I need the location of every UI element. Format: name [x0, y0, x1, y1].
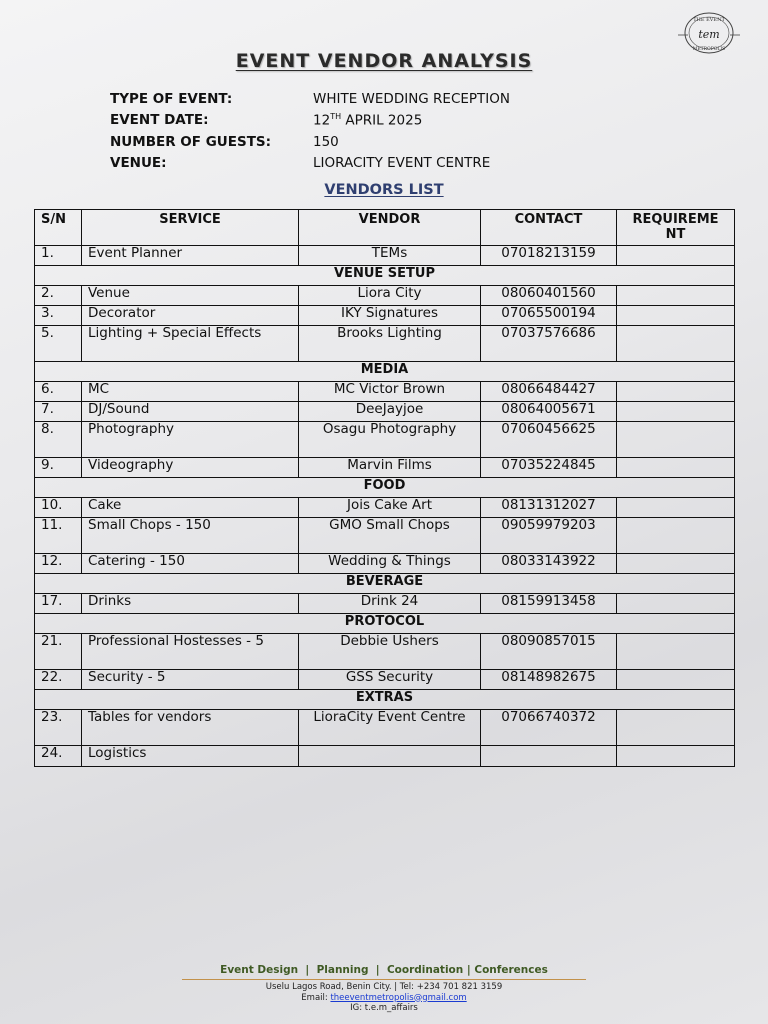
cell-vendor: LioraCity Event Centre: [299, 710, 481, 746]
cell-requirement: [617, 518, 735, 554]
col-header-vendor: VENDOR: [299, 210, 481, 246]
cell-vendor: TEMs: [299, 246, 481, 266]
info-row-venue: [110, 153, 670, 175]
logo-text-top: THE EVENT: [693, 17, 725, 23]
table-row: [35, 306, 735, 326]
info-row-date: [110, 110, 670, 132]
cell-vendor: DeeJayjoe: [299, 402, 481, 422]
cell-contact: 09059979203: [481, 518, 617, 554]
cell-contact: 08064005671: [481, 402, 617, 422]
section-row: [35, 614, 735, 634]
info-label: TYPE OF EVENT:: [110, 90, 233, 107]
event-info: [110, 88, 670, 174]
cell-contact: 08131312027: [481, 498, 617, 518]
info-label: EVENT DATE:: [110, 112, 209, 129]
footer: [0, 964, 768, 1014]
table-row: [35, 458, 735, 478]
cell-contact: 07060456625: [481, 422, 617, 458]
cell-requirement: [617, 670, 735, 690]
cell-sn: 23.: [35, 710, 82, 746]
cell-service: Catering - 150: [82, 554, 299, 574]
table-row: [35, 326, 735, 362]
cell-vendor: Brooks Lighting: [299, 326, 481, 362]
cell-vendor: Marvin Films: [299, 458, 481, 478]
cell-contact: 08066484427: [481, 382, 617, 402]
footer-tagline: Event Design | Planning | Coordination | Conferences: [220, 964, 548, 976]
table-row: [35, 498, 735, 518]
info-value: [313, 112, 422, 129]
vendors-table-body: [35, 246, 735, 767]
section-row: [35, 478, 735, 498]
table-row: [35, 286, 735, 306]
cell-contact: [481, 746, 617, 767]
cell-requirement: [617, 422, 735, 458]
vendors-heading: VENDORS LIST: [324, 182, 444, 198]
cell-contact: 07037576686: [481, 326, 617, 362]
table-row: [35, 594, 735, 614]
cell-sn: 10.: [35, 498, 82, 518]
cell-service: Cake: [82, 498, 299, 518]
cell-service: Decorator: [82, 306, 299, 326]
cell-requirement: [617, 402, 735, 422]
table-row: [35, 746, 735, 767]
info-row-type: [110, 88, 670, 110]
cell-service: MC: [82, 382, 299, 402]
cell-contact: 08033143922: [481, 554, 617, 574]
vendors-table: [34, 209, 735, 767]
table-row: [35, 518, 735, 554]
cell-requirement: [617, 246, 735, 266]
cell-contact: 07018213159: [481, 246, 617, 266]
cell-requirement: [617, 554, 735, 574]
cell-service: Professional Hostesses - 5: [82, 634, 299, 670]
logo-text-bottom: METROPOLIS: [692, 47, 726, 52]
cell-requirement: [617, 286, 735, 306]
cell-service: DJ/Sound: [82, 402, 299, 422]
cell-sn: 1.: [35, 246, 82, 266]
cell-service: Event Planner: [82, 246, 299, 266]
footer-address: Uselu Lagos Road, Benin City. | Tel: +234 701 821 3159: [265, 982, 503, 992]
info-value: LIORACITY EVENT CENTRE: [313, 155, 491, 172]
cell-sn: 8.: [35, 422, 82, 458]
info-value: WHITE WEDDING RECEPTION: [313, 90, 511, 107]
info-value: 150: [313, 133, 339, 150]
cell-service: Videography: [82, 458, 299, 478]
cell-requirement: [617, 746, 735, 767]
cell-requirement: [617, 382, 735, 402]
section-label: EXTRAS: [35, 690, 735, 710]
cell-contact: 08090857015: [481, 634, 617, 670]
cell-sn: 2.: [35, 286, 82, 306]
cell-vendor: GMO Small Chops: [299, 518, 481, 554]
table-row: [35, 422, 735, 458]
section-label: VENUE SETUP: [35, 266, 735, 286]
cell-sn: 11.: [35, 518, 82, 554]
cell-sn: 22.: [35, 670, 82, 690]
footer-instagram: IG: t.e.m_affairs: [350, 1003, 418, 1013]
date-rest: APRIL 2025: [341, 112, 423, 129]
table-row: [35, 710, 735, 746]
table-row: [35, 382, 735, 402]
section-row: [35, 266, 735, 286]
table-header-row: [35, 210, 735, 246]
cell-sn: 24.: [35, 746, 82, 767]
cell-requirement: [617, 594, 735, 614]
section-row: [35, 690, 735, 710]
footer-email-link[interactable]: theeventmetropolis@gmail.com: [330, 992, 467, 1003]
table-row: [35, 554, 735, 574]
table-row: [35, 246, 735, 266]
cell-contact: 08159913458: [481, 594, 617, 614]
cell-service: Security - 5: [82, 670, 299, 690]
col-header-contact: CONTACT: [481, 210, 617, 246]
cell-vendor: Jois Cake Art: [299, 498, 481, 518]
footer-divider: [182, 979, 586, 980]
cell-vendor: Drink 24: [299, 594, 481, 614]
cell-service: Lighting + Special Effects: [82, 326, 299, 362]
table-row: [35, 634, 735, 670]
cell-vendor: Wedding & Things: [299, 554, 481, 574]
cell-requirement: [617, 306, 735, 326]
info-row-guests: [110, 131, 670, 153]
date-day: 12: [313, 112, 331, 129]
cell-service: Logistics: [82, 746, 299, 767]
cell-contact: 08060401560: [481, 286, 617, 306]
footer-email-line: [0, 993, 768, 1004]
section-row: [35, 362, 735, 382]
cell-sn: 3.: [35, 306, 82, 326]
cell-contact: 07065500194: [481, 306, 617, 326]
cell-service: Tables for vendors: [82, 710, 299, 746]
cell-contact: 07066740372: [481, 710, 617, 746]
cell-contact: 08148982675: [481, 670, 617, 690]
cell-requirement: [617, 710, 735, 746]
section-label: FOOD: [35, 478, 735, 498]
cell-vendor: [299, 746, 481, 767]
table-row: [35, 670, 735, 690]
cell-service: Photography: [82, 422, 299, 458]
cell-requirement: [617, 458, 735, 478]
cell-vendor: Osagu Photography: [299, 422, 481, 458]
cell-vendor: IKY Signatures: [299, 306, 481, 326]
table-row: [35, 402, 735, 422]
footer-email-label: Email:: [301, 992, 331, 1003]
cell-service: Drinks: [82, 594, 299, 614]
cell-requirement: [617, 634, 735, 670]
cell-requirement: [617, 326, 735, 362]
cell-sn: 17.: [35, 594, 82, 614]
info-label: NUMBER OF GUESTS:: [110, 133, 272, 150]
section-label: BEVERAGE: [35, 574, 735, 594]
cell-requirement: [617, 498, 735, 518]
cell-vendor: Debbie Ushers: [299, 634, 481, 670]
cell-vendor: GSS Security: [299, 670, 481, 690]
info-label: VENUE:: [110, 155, 167, 172]
cell-sn: 9.: [35, 458, 82, 478]
cell-sn: 5.: [35, 326, 82, 362]
col-header-service: SERVICE: [82, 210, 299, 246]
cell-service: Venue: [82, 286, 299, 306]
cell-sn: 21.: [35, 634, 82, 670]
page-title: EVENT VENDOR ANALYSIS: [235, 50, 533, 72]
cell-sn: 12.: [35, 554, 82, 574]
cell-service: Small Chops - 150: [82, 518, 299, 554]
logo-text-mid: tem: [698, 28, 720, 41]
col-header-sn: S/N: [35, 210, 82, 246]
cell-sn: 7.: [35, 402, 82, 422]
cell-sn: 6.: [35, 382, 82, 402]
cell-contact: 07035224845: [481, 458, 617, 478]
cell-vendor: Liora City: [299, 286, 481, 306]
section-label: PROTOCOL: [35, 614, 735, 634]
cell-vendor: MC Victor Brown: [299, 382, 481, 402]
section-row: [35, 574, 735, 594]
date-suffix: TH: [330, 112, 342, 121]
col-header-requirement: REQUIREME NT: [617, 210, 735, 246]
section-label: MEDIA: [35, 362, 735, 382]
